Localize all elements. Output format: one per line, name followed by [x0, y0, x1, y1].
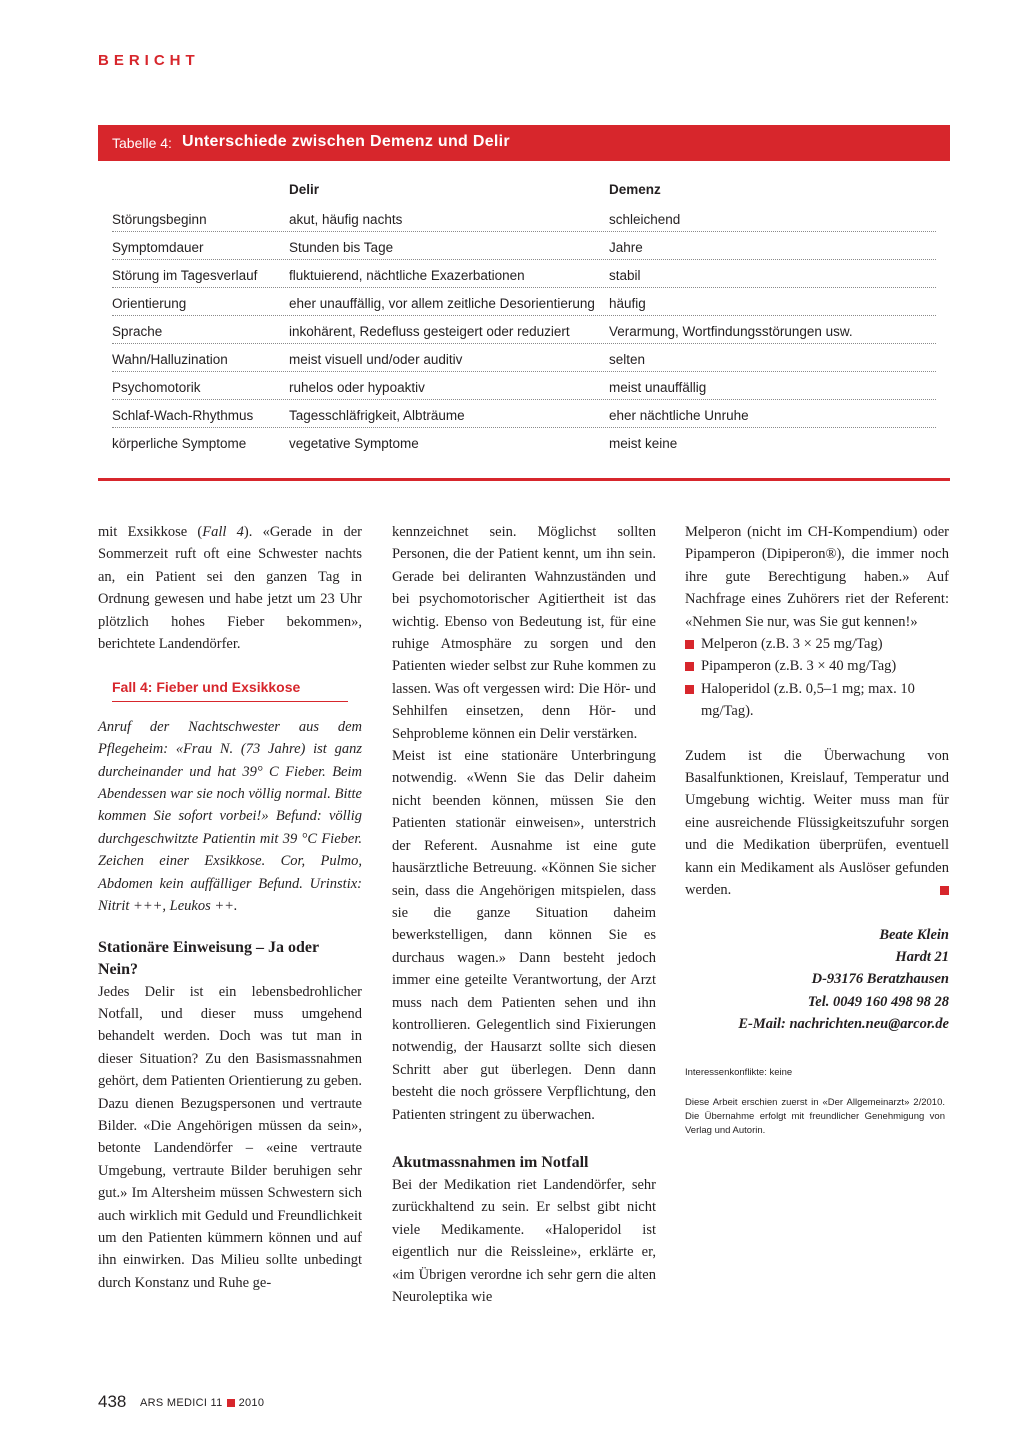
demenz-cell: schleichend [609, 212, 681, 227]
paragraph: Meist ist eine stationäre Unterbringung notwendig. «Wenn Sie das Delir daheim nicht beenden können, müssen Sie den Patienten stationär einweisen», unterstrich der Referent. Ausnahme ist eine gute hausärztliche Betreuung. «Können Sie sicher sein, dass die Angehörigen mitspielen, dass sie die ganze Situation daheim bewerkstelligen, dann können Sie es durchaus wagen.» Dann besteht jedoch immer eine geteilte Verantwortung, der Arzt muss nach dem Patienten sehen und ihn kontrollieren. Gelegentlich sind Fixierungen notwendig, der Hausarzt sollte sich diesen Schritt aber gut überlegen. Denn dann besteht die noch grössere Verpflichtung, den Patienten stringent zu überwachen. [392, 748, 656, 1123]
table-header-row [112, 176, 936, 204]
row-label: Störungsbeginn [112, 212, 207, 227]
section-heading: Akutmassnahmen im Notfall [392, 1153, 589, 1171]
case-heading: Fall 4: Fieber und Exsikkose [112, 676, 348, 701]
delir-cell: akut, häufig nachts [289, 212, 403, 227]
paragraph: kennzeichnet sein. Möglichst sollten Personen, die der Patient kennt, um ihn sein. Gerade bei deliranten Wahnzuständen und bei psychomotorischer Agitiertheit ist das wichtig. Ebenso von Bedeutung ist, für eine ruhige Atmosphäre zu sorgen und den Patienten wieder selbst zur Ruhe kommen zu lassen. Was oft vergessen wird: Die Hör- und Sehhilfen einsetzen, denn Hör- und Sehprobleme können ein Delir verstärken. [392, 524, 656, 742]
author-name: Beate Klein [879, 926, 949, 943]
text-run: Zudem ist die Überwachung von Basalfunktionen, Kreislauf, Temperatur und Umgebung wichtig. Weiter muss man für eine ausreichende Flüssigkeitszufuhr sorgen und die Medikation überprüfen, eventuell kann ein Medikament als Auslöser gefunden werden. [685, 747, 949, 899]
end-mark-icon [940, 886, 949, 895]
delir-cell: vegetative Symptome [289, 436, 419, 451]
delir-cell: eher unauffällig, vor allem zeitliche Desorientierung [289, 296, 595, 311]
comparison-table [112, 176, 936, 455]
text-column-3 [685, 521, 949, 1138]
table-row [112, 232, 936, 260]
author-address [685, 924, 949, 1036]
demenz-cell: meist unauffällig [609, 380, 707, 395]
text-run: mit Exsikkose ( [98, 524, 203, 540]
paragraph: Melperon (nicht im CH-Kompendium) oder Pipamperon (Dipiperon®), die immer noch ihre gute Berechtigung haben.» Auf Nachfrage eines Zuhörers riet der Referent: «Nehmen Sie nur, was Sie gut kennen!» [685, 524, 949, 630]
row-label: Orientierung [112, 296, 187, 311]
bullet-text: Haloperidol (z.B. 0,5–1 mg; max. 10 mg/Tag). [701, 680, 915, 720]
conflict-statement: Interessenkonflikte: keine [685, 1066, 793, 1078]
table-row [112, 400, 936, 428]
table-title: Unterschiede zwischen Demenz und Delir [182, 133, 510, 150]
demenz-cell: häufig [609, 296, 646, 311]
row-label: Symptomdauer [112, 240, 204, 255]
address-city: D-93176 Beratzhausen [811, 971, 949, 988]
demenz-cell: Jahre [609, 240, 643, 255]
row-label: körperliche Symptome [112, 436, 247, 451]
address-street: Hardt 21 [895, 948, 949, 965]
table-row [112, 288, 936, 316]
publication-note: Diese Arbeit erschien zuerst in «Der Allgemeinarzt» 2/2010. Die Übernahme erfolgt mit freundlicher Genehmigung von Verlag und Autorin. [685, 1096, 945, 1136]
row-label: Sprache [112, 324, 163, 339]
table-row [112, 260, 936, 288]
bullet-square-icon [685, 640, 694, 649]
journal-year: 2010 [238, 1397, 265, 1409]
bullet-item [685, 633, 949, 655]
journal-name: ARS MEDICI 11 [140, 1397, 223, 1409]
delir-cell: Tagesschläfrigkeit, Albträume [289, 408, 465, 423]
delir-cell: meist visuell und/oder auditiv [289, 352, 463, 367]
row-label: Psychomotorik [112, 380, 201, 395]
demenz-cell: stabil [609, 268, 641, 283]
delir-cell: ruhelos oder hypoaktiv [289, 380, 425, 395]
table-row [112, 204, 936, 232]
column-header-delir: Delir [289, 182, 320, 197]
table-row [112, 344, 936, 372]
table-row [112, 372, 936, 400]
table-bottom-rule [98, 478, 950, 481]
table-label: Tabelle 4: [112, 135, 172, 151]
delir-cell: fluktuierend, nächtliche Exazerbationen [289, 268, 525, 283]
table-row [112, 316, 936, 344]
paragraph [685, 745, 949, 902]
text-run: ). «Gerade in der Sommerzeit ruft oft eine Schwester nachts an, ein Patient sei den ganzen Tag in Ordnung gewesen und habe jetzt um 23 Uhr plötzlich hohes Fieber bekommen», berichtete Landendörfer. [98, 524, 362, 653]
bullet-item [685, 655, 949, 677]
demenz-cell: eher nächtliche Unruhe [609, 408, 749, 423]
table-row [112, 428, 936, 455]
demenz-cell: Verarmung, Wortfindungsstörungen usw. [609, 324, 853, 339]
section-label: BERICHT [98, 52, 200, 69]
case-reference: Fall 4 [202, 524, 244, 540]
table-title-bar [98, 125, 950, 161]
row-label: Wahn/Halluzination [112, 352, 228, 367]
column-header-demenz: Demenz [609, 182, 661, 197]
delir-cell: Stunden bis Tage [289, 240, 394, 255]
paragraph [98, 521, 362, 655]
bullet-item [685, 678, 949, 723]
address-email[interactable]: E-Mail: nachrichten.neu@arcor.de [738, 1016, 949, 1033]
bullet-text: Pipamperon (z.B. 3 × 40 mg/Tag) [701, 658, 897, 675]
demenz-cell: meist keine [609, 436, 678, 451]
text-column-2 [392, 521, 656, 1308]
journal-info [140, 1397, 264, 1409]
separator-square-icon [227, 1399, 235, 1407]
page-number: 438 [98, 1392, 127, 1411]
bullet-text: Melperon (z.B. 3 × 25 mg/Tag) [701, 636, 883, 653]
address-phone: Tel. 0049 160 498 98 28 [807, 993, 949, 1010]
demenz-cell: selten [609, 352, 646, 367]
case-description: Anruf der Nachtschwester aus dem Pflegeheim: «Frau N. (73 Jahre) ist ganz durcheinander und hat 39° C Fieber. Beim Abendessen war sie noch völlig normal. Bitte kommen Sie sofort vorbei!» Befund: völlig durchgeschwitzte Patientin mit 39 °C Fieber. Zeichen einer Exsikkose. Cor, Pulmo, Abdomen kein auffälliger Befund. Urinstix: Nitrit +++, Leukos ++. [98, 718, 362, 915]
paragraph: Bei der Medikation riet Landendörfer, sehr zurückhaltend zu sein. Er selbst gibt nicht viele Medikamente. «Haloperidol ist eigentlich nur die Reissleine», erklärte er, «im Übrigen verordne ich sehr gern die alten Neuroleptika wie [392, 1176, 656, 1305]
text-column-1 [98, 521, 362, 1294]
section-heading: Stationäre Einweisung – Ja oder Nein? [98, 938, 319, 978]
row-label: Störung im Tagesverlauf [112, 268, 258, 283]
paragraph: Jedes Delir ist ein lebensbedrohlicher Notfall, und dieser muss umgehend behandelt werden. Doch was tut man in dieser Situation? Zu den Basismassnahmen gehört, dem Patienten Orientierung zu geben. Dazu dienen Bezugspersonen und vertraute Bilder. «Die Angehörigen müssen da sein», betonte Landendörfer – «eine vertraute Umgebung, vertraute Bilder beruhigen sehr gut.» Im Altersheim müssen Schwestern sich auch wirklich mit Geduld und Freundlichkeit um den Patienten kümmern können und auf ihn einwirken. Das Milieu sollte unbedingt durch Konstanz und Ruhe ge- [98, 983, 362, 1291]
bullet-square-icon [685, 662, 694, 671]
delir-cell: inkohärent, Redefluss gesteigert oder reduziert [289, 324, 570, 339]
row-label: Schlaf-Wach-Rhythmus [112, 408, 254, 423]
bullet-square-icon [685, 685, 694, 694]
